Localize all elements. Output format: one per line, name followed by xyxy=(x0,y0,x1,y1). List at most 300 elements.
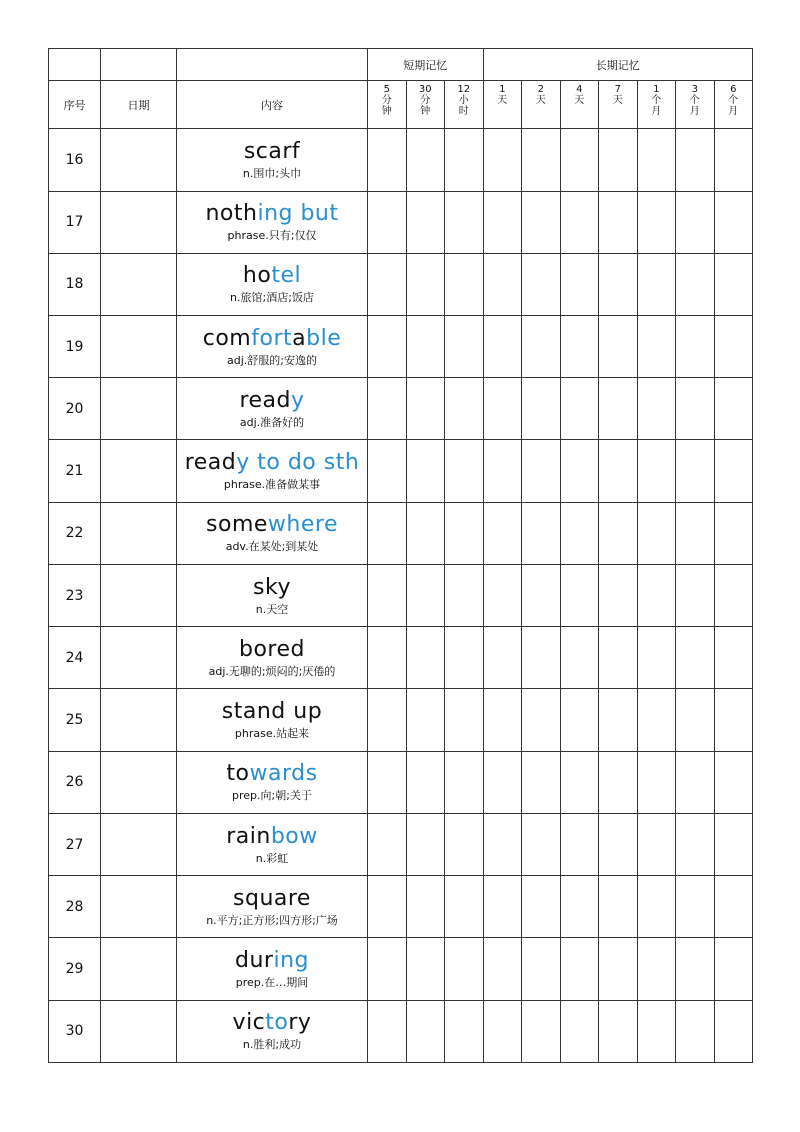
word-segment: to xyxy=(226,761,250,787)
date-cell[interactable] xyxy=(101,876,177,938)
content-cell xyxy=(177,253,368,315)
review-check-cell[interactable] xyxy=(483,938,522,1000)
review-check-cell[interactable] xyxy=(522,689,561,751)
review-check-cell[interactable] xyxy=(368,440,407,502)
header-interval-part: 分 xyxy=(420,95,431,107)
vocab-definition: n.平方;正方形;四方形;广场 xyxy=(206,913,338,927)
header-interval-part: 钟 xyxy=(420,106,431,118)
review-check-cell[interactable] xyxy=(560,191,599,253)
review-check-cell[interactable] xyxy=(522,253,561,315)
review-check-cell[interactable] xyxy=(637,751,676,813)
review-check-cell[interactable] xyxy=(406,191,445,253)
review-check-cell[interactable] xyxy=(676,627,715,689)
review-check-cell[interactable] xyxy=(637,502,676,564)
row-index: 28 xyxy=(49,876,101,938)
review-check-cell[interactable] xyxy=(599,378,638,440)
table-row xyxy=(49,938,753,1000)
vocab-definition: prep.向;朝;关于 xyxy=(232,789,312,803)
header-interval-part: 天 xyxy=(535,95,546,107)
review-check-cell[interactable] xyxy=(637,378,676,440)
review-check-cell[interactable] xyxy=(483,253,522,315)
vocabulary-review-table xyxy=(48,48,753,1063)
review-check-cell[interactable] xyxy=(637,876,676,938)
review-check-cell[interactable] xyxy=(445,627,484,689)
vocab-word xyxy=(177,201,367,227)
review-check-cell[interactable] xyxy=(406,938,445,1000)
header-interval-part: 个 xyxy=(651,95,662,107)
review-check-cell[interactable] xyxy=(637,129,676,191)
word-segment: bored xyxy=(239,636,305,662)
review-check-cell[interactable] xyxy=(406,502,445,564)
review-check-cell[interactable] xyxy=(406,876,445,938)
review-check-cell[interactable] xyxy=(483,316,522,378)
table-row xyxy=(49,1000,753,1062)
review-check-cell[interactable] xyxy=(676,689,715,751)
review-check-cell[interactable] xyxy=(406,751,445,813)
header-interval-1 xyxy=(406,81,445,129)
table-row xyxy=(49,627,753,689)
vocab-word xyxy=(177,575,367,601)
review-check-cell[interactable] xyxy=(560,627,599,689)
review-check-cell[interactable] xyxy=(714,876,753,938)
row-index: 20 xyxy=(49,378,101,440)
content-cell xyxy=(177,129,368,191)
header-interval-part: 天 xyxy=(574,95,585,107)
review-check-cell[interactable] xyxy=(445,378,484,440)
review-check-cell[interactable] xyxy=(522,813,561,875)
header-date: 日期 xyxy=(101,81,177,129)
vocab-word xyxy=(177,948,367,974)
review-check-cell[interactable] xyxy=(445,876,484,938)
date-cell[interactable] xyxy=(101,253,177,315)
review-check-cell[interactable] xyxy=(522,502,561,564)
review-check-cell[interactable] xyxy=(368,316,407,378)
review-check-cell[interactable] xyxy=(483,564,522,626)
review-check-cell[interactable] xyxy=(676,876,715,938)
vocab-definition: adj.舒服的;安逸的 xyxy=(227,353,317,367)
word-segment: ho xyxy=(242,263,272,289)
vocab-word xyxy=(177,761,367,787)
review-check-cell[interactable] xyxy=(599,876,638,938)
review-check-cell[interactable] xyxy=(599,938,638,1000)
review-check-cell[interactable] xyxy=(637,813,676,875)
review-check-cell[interactable] xyxy=(676,751,715,813)
review-check-cell[interactable] xyxy=(676,938,715,1000)
vocab-definition: adj.准备好的 xyxy=(239,415,305,429)
word-segment: ry xyxy=(288,1010,312,1036)
vocab-word xyxy=(177,824,367,850)
review-check-cell[interactable] xyxy=(445,316,484,378)
review-check-cell[interactable] xyxy=(445,253,484,315)
review-check-cell[interactable] xyxy=(522,1000,561,1062)
vocab-definition: adj.无聊的;烦闷的;厌倦的 xyxy=(208,664,336,678)
review-check-cell[interactable] xyxy=(714,627,753,689)
review-check-cell[interactable] xyxy=(445,564,484,626)
header-long-term: 长期记忆 xyxy=(483,49,753,81)
review-check-cell[interactable] xyxy=(637,938,676,1000)
header-interval-3 xyxy=(483,81,522,129)
row-index: 17 xyxy=(49,191,101,253)
review-check-cell[interactable] xyxy=(676,191,715,253)
vocab-word xyxy=(177,450,367,476)
header-interval-part: 7 xyxy=(614,84,621,96)
review-check-cell[interactable] xyxy=(483,129,522,191)
header-interval-part: 月 xyxy=(689,106,700,118)
review-check-cell[interactable] xyxy=(637,191,676,253)
review-check-cell[interactable] xyxy=(406,129,445,191)
review-check-cell[interactable] xyxy=(445,440,484,502)
review-check-cell[interactable] xyxy=(368,129,407,191)
header-interval-part: 2 xyxy=(537,84,544,96)
header-interval-0 xyxy=(368,81,407,129)
review-check-cell[interactable] xyxy=(368,253,407,315)
review-check-cell[interactable] xyxy=(714,751,753,813)
vocab-definition: phrase.站起来 xyxy=(234,727,310,741)
review-check-cell[interactable] xyxy=(676,564,715,626)
review-check-cell[interactable] xyxy=(445,938,484,1000)
review-check-cell[interactable] xyxy=(560,564,599,626)
review-check-cell[interactable] xyxy=(445,191,484,253)
review-check-cell[interactable] xyxy=(599,129,638,191)
row-index: 22 xyxy=(49,502,101,564)
row-index: 30 xyxy=(49,1000,101,1062)
review-check-cell[interactable] xyxy=(522,938,561,1000)
vocab-definition: prep.在…期间 xyxy=(235,975,309,989)
review-check-cell[interactable] xyxy=(368,813,407,875)
vocab-definition: n.天空 xyxy=(255,602,289,616)
review-check-cell[interactable] xyxy=(599,564,638,626)
row-index: 21 xyxy=(49,440,101,502)
review-check-cell[interactable] xyxy=(714,378,753,440)
header-short-term: 短期记忆 xyxy=(368,49,484,81)
header-interval-part: 小 xyxy=(458,95,469,107)
review-check-cell[interactable] xyxy=(676,440,715,502)
review-check-cell[interactable] xyxy=(560,316,599,378)
review-check-cell[interactable] xyxy=(522,129,561,191)
word-segment-highlight: bow xyxy=(270,823,318,849)
review-check-cell[interactable] xyxy=(368,627,407,689)
table-row xyxy=(49,751,753,813)
vocab-word xyxy=(177,699,367,725)
vocab-word xyxy=(177,637,367,663)
table-row xyxy=(49,378,753,440)
vocab-definition: phrase.准备做某事 xyxy=(223,478,321,492)
review-check-cell[interactable] xyxy=(714,253,753,315)
review-check-cell[interactable] xyxy=(522,191,561,253)
review-check-cell[interactable] xyxy=(599,627,638,689)
review-check-cell[interactable] xyxy=(522,316,561,378)
vocab-definition: n.围巾;头巾 xyxy=(242,166,302,180)
review-check-cell[interactable] xyxy=(676,1000,715,1062)
date-cell[interactable] xyxy=(101,502,177,564)
row-index: 24 xyxy=(49,627,101,689)
word-segment: scarf xyxy=(243,138,301,164)
review-check-cell[interactable] xyxy=(445,751,484,813)
review-check-cell[interactable] xyxy=(445,689,484,751)
date-cell[interactable] xyxy=(101,751,177,813)
review-check-cell[interactable] xyxy=(560,502,599,564)
review-check-cell[interactable] xyxy=(676,129,715,191)
header-content: 内容 xyxy=(177,81,368,129)
review-check-cell[interactable] xyxy=(560,813,599,875)
review-check-cell[interactable] xyxy=(483,627,522,689)
header-interval-part: 钟 xyxy=(381,106,392,118)
review-check-cell[interactable] xyxy=(599,751,638,813)
header-interval-part: 月 xyxy=(651,106,662,118)
header-interval-part: 1 xyxy=(499,84,506,96)
review-check-cell[interactable] xyxy=(599,440,638,502)
date-cell[interactable] xyxy=(101,316,177,378)
review-check-cell[interactable] xyxy=(483,440,522,502)
review-check-cell[interactable] xyxy=(714,813,753,875)
header-interval-9 xyxy=(714,81,753,129)
review-check-cell[interactable] xyxy=(368,378,407,440)
review-check-cell[interactable] xyxy=(522,378,561,440)
content-cell xyxy=(177,689,368,751)
review-check-cell[interactable] xyxy=(714,502,753,564)
review-check-cell[interactable] xyxy=(368,938,407,1000)
word-segment-highlight: where xyxy=(267,512,338,538)
header-interval-part: 30 xyxy=(418,84,432,96)
header-interval-part: 个 xyxy=(689,95,700,107)
review-check-cell[interactable] xyxy=(406,627,445,689)
vocab-word xyxy=(177,512,367,538)
table-row xyxy=(49,813,753,875)
date-cell[interactable] xyxy=(101,440,177,502)
review-check-cell[interactable] xyxy=(599,1000,638,1062)
review-check-cell[interactable] xyxy=(637,253,676,315)
review-check-cell[interactable] xyxy=(676,378,715,440)
content-cell xyxy=(177,316,368,378)
date-cell[interactable] xyxy=(101,689,177,751)
header-blank-index xyxy=(49,49,101,81)
review-check-cell[interactable] xyxy=(368,689,407,751)
review-check-cell[interactable] xyxy=(637,1000,676,1062)
review-check-cell[interactable] xyxy=(560,938,599,1000)
word-segment: read xyxy=(239,387,291,413)
review-check-cell[interactable] xyxy=(368,751,407,813)
row-index: 19 xyxy=(49,316,101,378)
review-check-cell[interactable] xyxy=(714,129,753,191)
row-index: 26 xyxy=(49,751,101,813)
review-check-cell[interactable] xyxy=(599,316,638,378)
review-check-cell[interactable] xyxy=(368,1000,407,1062)
word-segment: rain xyxy=(226,823,271,849)
review-check-cell[interactable] xyxy=(483,191,522,253)
review-check-cell[interactable] xyxy=(406,1000,445,1062)
review-check-cell[interactable] xyxy=(560,253,599,315)
content-cell xyxy=(177,627,368,689)
review-check-cell[interactable] xyxy=(560,129,599,191)
review-check-cell[interactable] xyxy=(637,316,676,378)
content-cell xyxy=(177,751,368,813)
header-interval-part: 1 xyxy=(653,84,660,96)
review-check-cell[interactable] xyxy=(714,564,753,626)
header-interval-part: 月 xyxy=(728,106,739,118)
header-interval-4 xyxy=(522,81,561,129)
vocab-word xyxy=(177,886,367,912)
review-check-cell[interactable] xyxy=(406,253,445,315)
header-interval-7 xyxy=(637,81,676,129)
header-interval-8 xyxy=(676,81,715,129)
word-segment-highlight: y to do sth xyxy=(236,450,360,476)
header-interval-part: 4 xyxy=(576,84,583,96)
vocab-word xyxy=(177,326,367,352)
vocab-word xyxy=(177,1010,367,1036)
word-segment-highlight: fort xyxy=(251,325,293,351)
table-row xyxy=(49,191,753,253)
review-check-cell[interactable] xyxy=(445,129,484,191)
header-interval-6 xyxy=(599,81,638,129)
review-check-cell[interactable] xyxy=(445,502,484,564)
review-check-cell[interactable] xyxy=(599,191,638,253)
review-check-cell[interactable] xyxy=(637,689,676,751)
vocab-word xyxy=(177,139,367,165)
content-cell xyxy=(177,440,368,502)
content-cell xyxy=(177,938,368,1000)
vocab-definition: adv.在某处;到某处 xyxy=(225,540,319,554)
review-check-cell[interactable] xyxy=(599,502,638,564)
word-segment: a xyxy=(292,325,307,351)
review-check-cell[interactable] xyxy=(406,316,445,378)
header-interval-part: 分 xyxy=(381,95,392,107)
row-index: 23 xyxy=(49,564,101,626)
word-segment: sky xyxy=(253,574,291,600)
header-interval-5 xyxy=(560,81,599,129)
review-check-cell[interactable] xyxy=(676,813,715,875)
review-check-cell[interactable] xyxy=(445,1000,484,1062)
content-cell xyxy=(177,1000,368,1062)
review-check-cell[interactable] xyxy=(714,938,753,1000)
header-interval-part: 3 xyxy=(691,84,698,96)
word-segment-highlight: to xyxy=(265,1010,289,1036)
review-check-cell[interactable] xyxy=(560,751,599,813)
review-check-cell[interactable] xyxy=(368,876,407,938)
word-segment-highlight: tel xyxy=(271,263,302,289)
review-check-cell[interactable] xyxy=(483,751,522,813)
header-interval-part: 12 xyxy=(457,84,471,96)
review-check-cell[interactable] xyxy=(560,876,599,938)
review-check-cell[interactable] xyxy=(483,813,522,875)
content-cell xyxy=(177,813,368,875)
table-row xyxy=(49,316,753,378)
review-check-cell[interactable] xyxy=(483,502,522,564)
vocab-definition: phrase.只有;仅仅 xyxy=(227,229,317,243)
header-row-columns xyxy=(49,81,753,129)
row-index: 25 xyxy=(49,689,101,751)
date-cell[interactable] xyxy=(101,191,177,253)
date-cell[interactable] xyxy=(101,813,177,875)
review-check-cell[interactable] xyxy=(599,689,638,751)
review-check-cell[interactable] xyxy=(406,689,445,751)
word-segment: com xyxy=(202,325,252,351)
word-segment: stand up xyxy=(221,699,323,725)
word-segment-highlight: ing but xyxy=(257,201,339,227)
vocab-word xyxy=(177,263,367,289)
review-check-cell[interactable] xyxy=(406,378,445,440)
header-interval-2 xyxy=(445,81,484,129)
review-check-cell[interactable] xyxy=(676,316,715,378)
review-check-cell[interactable] xyxy=(560,378,599,440)
review-check-cell[interactable] xyxy=(522,564,561,626)
word-segment-highlight: ing xyxy=(273,947,309,973)
content-cell xyxy=(177,876,368,938)
word-segment: some xyxy=(206,512,268,538)
review-check-cell[interactable] xyxy=(714,689,753,751)
word-segment-highlight: wards xyxy=(249,761,318,787)
review-check-cell[interactable] xyxy=(406,564,445,626)
content-cell xyxy=(177,502,368,564)
date-cell[interactable] xyxy=(101,378,177,440)
table-row xyxy=(49,253,753,315)
review-check-cell[interactable] xyxy=(483,689,522,751)
row-index: 18 xyxy=(49,253,101,315)
review-check-cell[interactable] xyxy=(445,813,484,875)
review-check-cell[interactable] xyxy=(637,564,676,626)
review-check-cell[interactable] xyxy=(560,1000,599,1062)
review-check-cell[interactable] xyxy=(368,502,407,564)
date-cell[interactable] xyxy=(101,938,177,1000)
word-segment: vic xyxy=(232,1010,266,1036)
review-check-cell[interactable] xyxy=(637,627,676,689)
date-cell[interactable] xyxy=(101,1000,177,1062)
review-check-cell[interactable] xyxy=(522,876,561,938)
review-check-cell[interactable] xyxy=(368,564,407,626)
date-cell[interactable] xyxy=(101,627,177,689)
date-cell[interactable] xyxy=(101,129,177,191)
word-segment: noth xyxy=(205,201,258,227)
word-segment: read xyxy=(184,450,237,476)
review-check-cell[interactable] xyxy=(714,316,753,378)
review-check-cell[interactable] xyxy=(714,440,753,502)
header-interval-part: 时 xyxy=(458,106,469,118)
header-blank-content xyxy=(177,49,368,81)
review-check-cell[interactable] xyxy=(522,751,561,813)
review-check-cell[interactable] xyxy=(406,813,445,875)
review-check-cell[interactable] xyxy=(522,627,561,689)
header-blank-date xyxy=(101,49,177,81)
table-row xyxy=(49,502,753,564)
header-row-groups xyxy=(49,49,753,81)
table-row xyxy=(49,876,753,938)
header-index: 序号 xyxy=(49,81,101,129)
table-row xyxy=(49,689,753,751)
review-check-cell[interactable] xyxy=(483,378,522,440)
word-segment: dur xyxy=(235,947,274,973)
review-check-cell[interactable] xyxy=(560,440,599,502)
review-check-cell[interactable] xyxy=(676,502,715,564)
review-check-cell[interactable] xyxy=(483,1000,522,1062)
date-cell[interactable] xyxy=(101,564,177,626)
review-check-cell[interactable] xyxy=(483,876,522,938)
review-check-cell[interactable] xyxy=(368,191,407,253)
review-check-cell[interactable] xyxy=(676,253,715,315)
header-interval-part: 天 xyxy=(497,95,508,107)
row-index: 29 xyxy=(49,938,101,1000)
review-check-cell[interactable] xyxy=(599,253,638,315)
review-check-cell[interactable] xyxy=(714,191,753,253)
table-row xyxy=(49,564,753,626)
review-check-cell[interactable] xyxy=(599,813,638,875)
header-interval-part: 5 xyxy=(383,84,390,96)
review-check-cell[interactable] xyxy=(714,1000,753,1062)
word-segment: square xyxy=(233,885,311,911)
review-check-cell[interactable] xyxy=(406,440,445,502)
review-check-cell[interactable] xyxy=(637,440,676,502)
word-segment-highlight: ble xyxy=(306,325,342,351)
review-check-cell[interactable] xyxy=(560,689,599,751)
review-check-cell[interactable] xyxy=(522,440,561,502)
